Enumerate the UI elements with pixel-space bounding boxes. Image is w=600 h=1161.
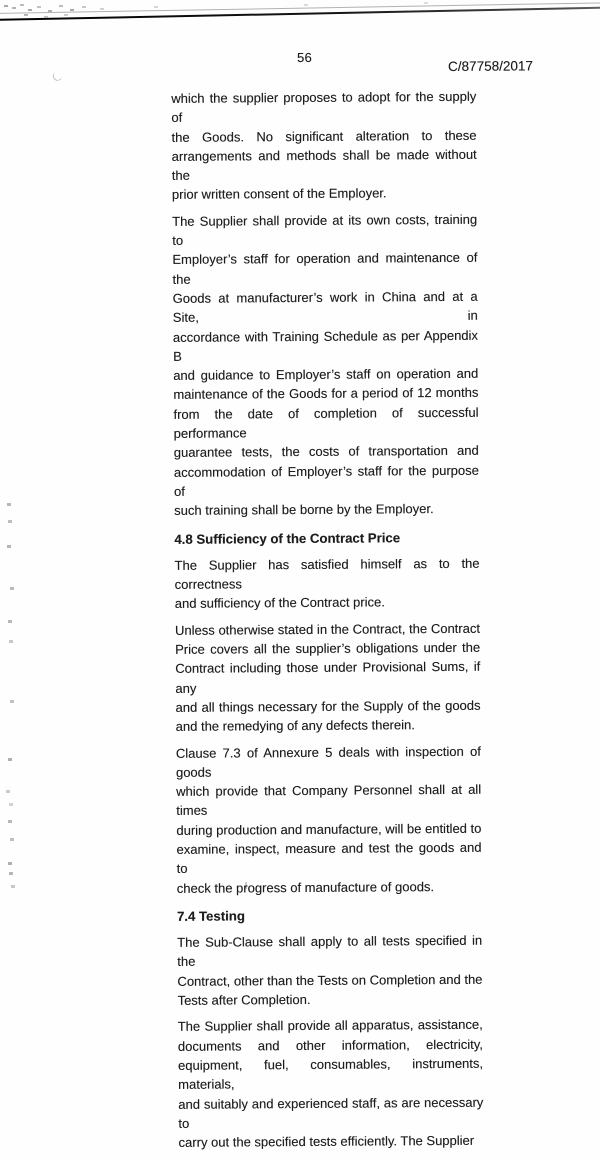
- paragraph-line: The Sub-Clause shall apply to all tests specified in the: [177, 932, 483, 970]
- paragraph-line: Clause 7.3 of Annexure 5 deals with inspection of goods: [175, 743, 481, 780]
- paragraph-line: examine, inspect, measure and test the goods and to: [176, 839, 482, 877]
- paragraph: [171, 87, 477, 205]
- section-heading: 4.8 Sufficiency of the Contract Price: [174, 529, 401, 547]
- paragraph-line: and sufficiency of the Contract price.: [174, 594, 385, 612]
- paragraph-line: accordance with Training Schedule as per Appendix B: [172, 327, 478, 364]
- paragraph-line: from the date of completion of successful performance: [173, 404, 479, 441]
- paragraph-line: maintenance of the Goods for a period of 12 months: [173, 385, 479, 403]
- paragraph-line: documents and other information, electricity,: [177, 1036, 483, 1054]
- paragraph-line: during production and manufacture, will be entitled to: [176, 820, 482, 838]
- paragraph: [177, 931, 483, 1010]
- paragraph-line: check the progress of manufacture of goods.: [176, 878, 435, 896]
- paragraph: [176, 741, 482, 898]
- paragraph-line: arrangements and methods shall be made without the: [171, 146, 477, 184]
- paragraph-line: Tests after Completion.: [177, 992, 311, 1008]
- paragraph-line: equipment, fuel, consumables, instruments, materials,: [177, 1055, 484, 1093]
- text-column: [171, 87, 483, 1160]
- paragraph-line: and all things necessary for the Supply of the goods: [175, 697, 481, 715]
- page-number: 56: [296, 49, 313, 66]
- document-reference: C/87758/2017: [447, 58, 533, 74]
- paragraph-line: Contract, other than the Tests on Completion and the: [177, 971, 483, 989]
- paragraph-line: Contract including those under Provisional Sums, if any: [175, 659, 481, 696]
- paragraph-line: Employer’s staff for operation and maintenance of the: [172, 250, 478, 287]
- paragraph-line: Goods at manufacturer’s work in China and at a Site, in: [172, 288, 478, 326]
- paragraph-line: guarantee tests, the costs of transportation and: [173, 443, 479, 461]
- paragraph: [172, 210, 479, 521]
- paragraph-line: and the remedying of any defects therein.: [175, 717, 415, 735]
- paragraph: [175, 618, 481, 736]
- paragraph: [178, 1015, 484, 1152]
- paragraph-line: Price covers all the supplier’s obligations under the: [175, 639, 481, 657]
- paragraph-line: which the supplier proposes to adopt for the supply of: [171, 88, 477, 126]
- paragraph-line: and guidance to Employer’s staff on operation and: [173, 365, 479, 384]
- paragraph-line: the Goods. No significant alteration to these: [171, 127, 477, 145]
- paragraph-line: Unless otherwise stated in the Contract, the Contract: [174, 620, 480, 638]
- paragraph-line: The Supplier shall provide at its own costs, training to: [172, 211, 478, 248]
- paragraph: [174, 554, 479, 614]
- paragraph-line: The Supplier has satisfied himself as to the correctness: [174, 555, 480, 593]
- paragraph-line: and suitably and experienced staff, as are necessary to: [178, 1094, 484, 1131]
- section-heading: 7.4 Testing: [176, 908, 245, 924]
- paragraph-line: carry out the specified tests efficiently. The Supplier: [178, 1132, 475, 1151]
- paragraph-line: accommodation of Employer’s staff for the purpose of: [173, 462, 479, 499]
- paragraph-line: such training shall be borne by the Employer.: [174, 501, 434, 519]
- paragraph-line: The Supplier shall provide all apparatus, assistance,: [177, 1017, 483, 1035]
- paragraph-line: which provide that Company Personnel shall at all times: [176, 781, 482, 819]
- paragraph-line: prior written consent of the Employer.: [171, 185, 387, 203]
